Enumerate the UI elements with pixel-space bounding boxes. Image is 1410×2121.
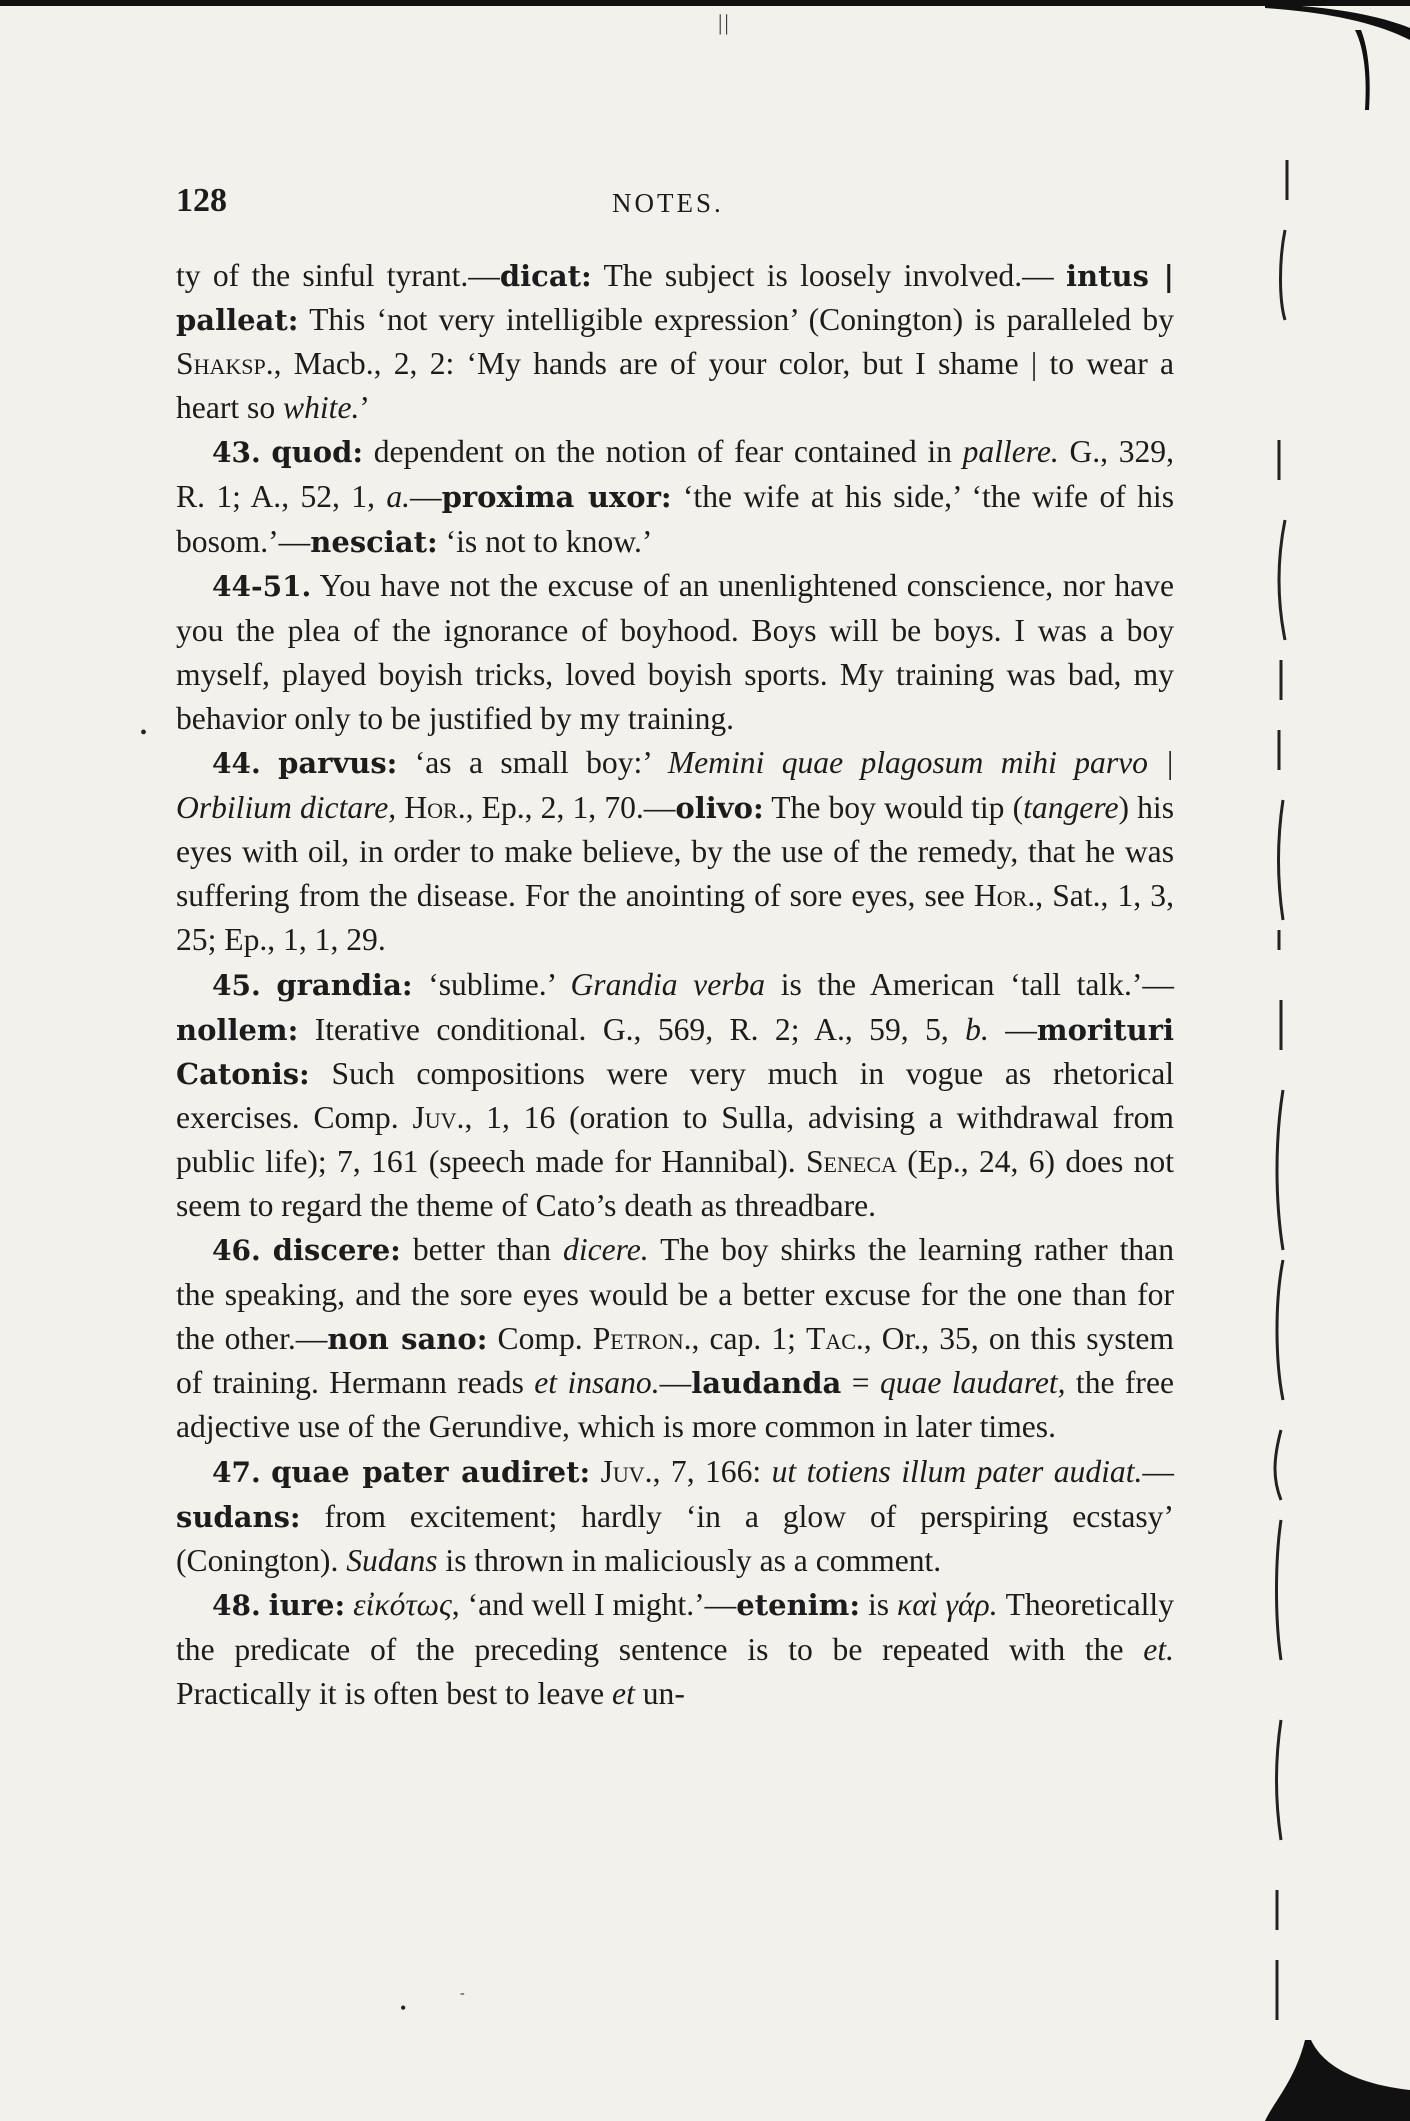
italic-text: b. bbox=[965, 1011, 989, 1047]
text-run bbox=[345, 1587, 353, 1622]
note-45 bbox=[176, 963, 1174, 1229]
text-run: ‘is not to know.’ bbox=[437, 523, 653, 559]
text-run: G., 329, R. 1; A., 52, 1, bbox=[176, 434, 1174, 515]
text-run: — bbox=[410, 479, 442, 515]
text-run: Iterative conditional. G., 569, R. 2; A., 59, 5, bbox=[298, 1011, 966, 1047]
italic-text: tangere bbox=[1023, 790, 1119, 826]
top-border-line bbox=[0, 0, 1410, 6]
bottom-speck: - bbox=[460, 1986, 465, 2001]
note-44 bbox=[176, 741, 1174, 962]
top-page-curl bbox=[1265, 4, 1410, 40]
italic-text: et bbox=[612, 1676, 635, 1711]
text-run: — bbox=[988, 1011, 1037, 1047]
lemma: nesciat: bbox=[310, 524, 438, 559]
author-abbrev: Juv. bbox=[600, 1453, 653, 1489]
text-run: , Or., 35, on this system of training. Hermann reads bbox=[176, 1321, 1175, 1401]
text-run: un- bbox=[634, 1676, 685, 1711]
text-run: ) his eyes with oil, in order to make believe, by the use of the remedy, that he was suffering from the disease. For the anointing of sore eyes, see bbox=[176, 790, 1174, 914]
text-run: ‘sublime.’ bbox=[412, 966, 571, 1002]
bottom-page-curl bbox=[1265, 2040, 1410, 2121]
italic-text: et. bbox=[1143, 1631, 1174, 1667]
lemma: intus | palleat: bbox=[176, 259, 1174, 338]
lemma: sudans: bbox=[176, 1499, 301, 1534]
note-number: 44-51. bbox=[212, 569, 312, 603]
lemma: etenim: bbox=[736, 1587, 861, 1622]
text-run: , Macb., 2, 2: ‘My hands are of your color, but I shame | to wear a heart so bbox=[176, 346, 1174, 426]
text-run: This ‘not very intelligible expression’ (Conington) is paralleled by bbox=[298, 302, 1174, 338]
text-run: ‘the wife at his side,’ ‘the wife of his bosom.’— bbox=[176, 479, 1174, 559]
text-run bbox=[590, 1454, 600, 1489]
text-run: , 7, 166: bbox=[652, 1453, 772, 1489]
page-number: 128 bbox=[176, 182, 227, 219]
text-run: is the American ‘tall talk.’— bbox=[765, 966, 1174, 1002]
note-number: 46. bbox=[212, 1234, 261, 1268]
greek-text: εἰκότως bbox=[353, 1586, 452, 1622]
text-run: ‘as a small boy:’ bbox=[397, 745, 668, 781]
text-run: is bbox=[860, 1586, 898, 1622]
author-abbrev: Hor. bbox=[973, 878, 1036, 914]
text-run: , Ep., 2, 1, 70.— bbox=[465, 790, 676, 826]
text-run: The subject is loosely involved.— bbox=[591, 258, 1067, 293]
edge-marks bbox=[1275, 160, 1287, 2020]
text-run: , cap. 1; bbox=[691, 1321, 807, 1357]
text-run: the free adjective use of the Gerundive, which is more common in later times. bbox=[176, 1365, 1174, 1445]
note-paragraph-continued bbox=[176, 254, 1174, 430]
author-abbrev: Tac. bbox=[806, 1321, 864, 1357]
italic-text: dicere. bbox=[563, 1232, 649, 1268]
lemma: parvus: bbox=[278, 746, 398, 781]
top-registration-mark: || bbox=[718, 10, 731, 35]
text-run: Such compositions were very much in vogue as rhetorical exercises. Comp. bbox=[176, 1055, 1174, 1135]
lemma: olivo: bbox=[675, 791, 764, 826]
top-curl-tail bbox=[1355, 30, 1370, 110]
text-run: Practically it is often best to leave bbox=[176, 1676, 613, 1711]
running-head: NOTES. bbox=[612, 188, 724, 218]
lemma: discere: bbox=[272, 1233, 401, 1268]
note-44-51 bbox=[176, 564, 1174, 741]
lemma: dicat: bbox=[499, 259, 592, 293]
text-run: You have not the excuse of an unenlightened conscience, nor have you the plea of the ignorance of boyhood. Boys will be boys. I was a boy myself, played boyish tricks, loved boyish sports. My training was bad, my behavior only to be justified by my training. bbox=[176, 567, 1174, 736]
greek-text: καὶ γάρ. bbox=[897, 1586, 998, 1622]
lemma: non sano: bbox=[327, 1322, 488, 1357]
note-number: 44. bbox=[212, 747, 261, 781]
text-run: ty of the sinful tyrant.— bbox=[176, 258, 500, 293]
author-abbrev: Seneca bbox=[805, 1143, 897, 1179]
text-run: , ‘and well I might.’— bbox=[451, 1586, 737, 1622]
text-run: from excitement; hardly ‘in a glow of perspiring ecstasy’ (Conington). bbox=[176, 1498, 1174, 1578]
note-46 bbox=[176, 1228, 1174, 1449]
text-run: (Ep., 24, 6) does not seem to regard the theme of Cato’s death as threadbare. bbox=[176, 1143, 1174, 1223]
text-run: — bbox=[659, 1365, 692, 1401]
text-run: Comp. bbox=[487, 1321, 593, 1357]
italic-text: quae laudaret, bbox=[879, 1365, 1066, 1401]
italic-text: Grandia verba bbox=[570, 966, 766, 1002]
text-run: The boy would tip ( bbox=[763, 790, 1024, 826]
text-run: ’ bbox=[359, 390, 370, 426]
note-43 bbox=[176, 430, 1174, 563]
lemma: proxima uxor: bbox=[441, 480, 672, 515]
italic-text: ut totiens illum pater audiat. bbox=[771, 1453, 1143, 1489]
note-number: 48. bbox=[212, 1588, 261, 1622]
margin-speck: • bbox=[140, 722, 148, 744]
text-run: better than bbox=[400, 1232, 564, 1268]
italic-text: Memini quae plagosum mihi parvo | Orbilium dictare, bbox=[176, 745, 1174, 826]
lemma: grandia: bbox=[276, 967, 413, 1002]
bottom-speck: • bbox=[400, 1998, 407, 2018]
italic-text: pallere. bbox=[962, 434, 1059, 470]
note-number: 45. bbox=[212, 968, 261, 1002]
lemma: nollem: bbox=[176, 1012, 299, 1047]
author-abbrev: Petron. bbox=[592, 1321, 692, 1357]
lemma: morituri Catonis: bbox=[176, 1012, 1174, 1091]
text-run: dependent on the notion of fear contained in bbox=[363, 434, 963, 470]
italic-text: white. bbox=[283, 390, 360, 426]
italic-text: et insano. bbox=[534, 1365, 660, 1401]
author-abbrev: Juv. bbox=[412, 1099, 465, 1135]
note-47 bbox=[176, 1450, 1174, 1583]
text-run: is thrown in maliciously as a comment. bbox=[437, 1542, 942, 1578]
notes-body bbox=[176, 254, 1174, 1716]
text-run: The boy shirks the learning rather than the speaking, and the sore eyes would be a better excuse for the one than for the other.— bbox=[176, 1232, 1174, 1357]
lemma: iure: bbox=[268, 1587, 346, 1622]
binding-edge-shadow bbox=[1265, 0, 1410, 2121]
page-header bbox=[176, 182, 1176, 232]
author-abbrev: Hor. bbox=[404, 790, 466, 826]
text-run: , 1, 16 (oration to Sulla, advising a withdrawal from public life); 7, 161 (speech made for Hannibal). bbox=[176, 1099, 1174, 1179]
lemma: quae pater audiret: bbox=[271, 1454, 591, 1489]
note-48 bbox=[176, 1583, 1174, 1716]
lemma: quod: bbox=[271, 435, 364, 470]
italic-text: a. bbox=[386, 479, 411, 515]
italic-text: Sudans bbox=[346, 1542, 438, 1578]
author-abbrev: Shaksp. bbox=[176, 346, 274, 382]
text-run: = bbox=[841, 1365, 880, 1401]
text-run: , Sat., 1, 3, 25; Ep., 1, 1, 29. bbox=[176, 878, 1174, 958]
note-number: 43. bbox=[212, 436, 261, 470]
text-run: Theoretically the predicate of the preceding sentence is to be repeated with the bbox=[176, 1586, 1174, 1667]
text-run: — bbox=[1142, 1453, 1174, 1489]
note-number: 47. bbox=[212, 1455, 261, 1489]
lemma: laudanda bbox=[691, 1366, 842, 1401]
